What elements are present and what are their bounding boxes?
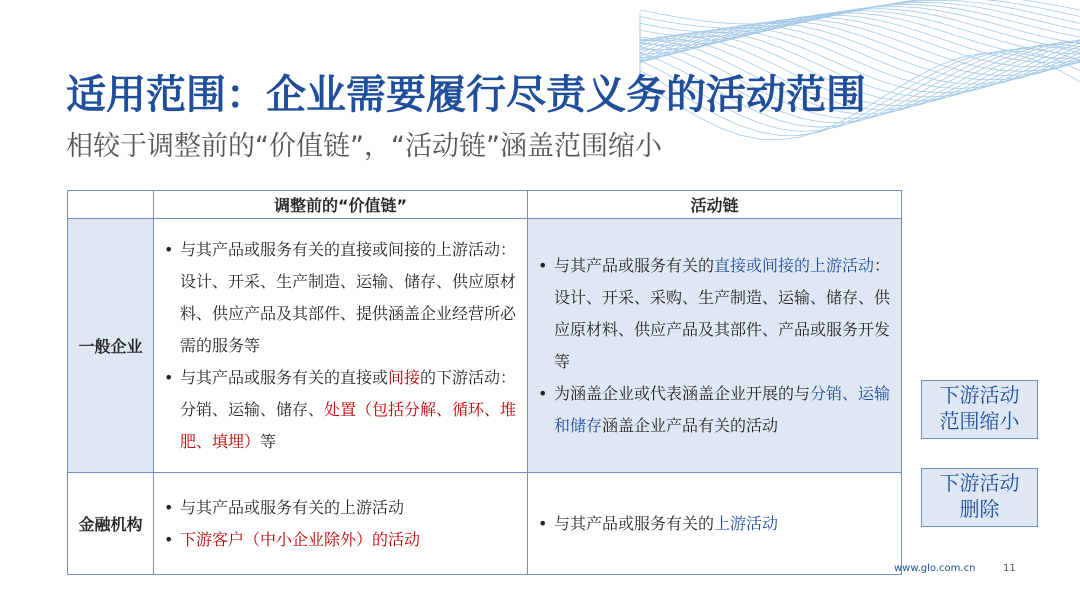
- bullet-text: 为涵盖企业或代表涵盖企业开展的与: [554, 383, 811, 403]
- bullet-item: [532, 508, 895, 540]
- bullet-item: [158, 492, 521, 524]
- bullet-text: 直接或间接的上游活动: [714, 255, 875, 275]
- row-label-general-enterprise: 一般企业: [68, 219, 154, 473]
- bullet-list: [532, 508, 895, 540]
- bullet-icon: •: [538, 255, 548, 275]
- bullet-text: 分销、运输和储存: [554, 383, 891, 435]
- page-title: 适用范围：企业需要履行尽责义务的活动范围: [66, 72, 866, 118]
- bullet-text: 涵盖企业产品有关的活动: [602, 415, 779, 435]
- side-note-line: 删除: [959, 497, 1000, 521]
- bullet-icon: •: [164, 367, 174, 387]
- side-note-scope-reduced: [921, 380, 1038, 439]
- side-note-line: 下游活动: [939, 383, 1020, 407]
- cell-before-financial: [154, 473, 528, 575]
- bullet-text: 下游客户（中小企业除外）的活动: [180, 529, 421, 549]
- side-note-line: 下游活动: [939, 471, 1020, 495]
- bullet-text: 上游活动: [714, 513, 779, 533]
- bullet-item: [158, 524, 521, 556]
- bullet-text: 等: [260, 431, 277, 451]
- cell-before-general: [154, 219, 528, 473]
- cell-after-financial: [528, 473, 902, 575]
- side-note-deleted: [921, 468, 1038, 527]
- bullet-item: [158, 362, 521, 458]
- table-header-row: [68, 191, 902, 219]
- row-label-financial-institution: 金融机构: [68, 473, 154, 575]
- bullet-text: 间接: [388, 367, 421, 387]
- table-row: [68, 473, 902, 575]
- bullet-text: 与其产品或服务有关的: [554, 513, 715, 533]
- table-row: [68, 219, 902, 473]
- bullet-text: 与其产品或服务有关的直接或间接的上游活动：设计、开采、生产制造、运输、储存、供应原材料、供应产品及其部件、提供涵盖企业经营所必需的服务等: [180, 239, 517, 355]
- page-number: 11: [1003, 563, 1016, 574]
- bullet-item: [532, 378, 895, 442]
- header-activity-chain: 活动链: [528, 191, 902, 219]
- header-corner: [68, 191, 154, 219]
- bullet-item: [158, 234, 521, 362]
- bullet-icon: •: [164, 239, 174, 259]
- bullet-text: 与其产品或服务有关的直接或: [180, 367, 389, 387]
- comparison-table: [67, 190, 902, 575]
- bullet-list: [532, 250, 895, 442]
- bullet-item: [532, 250, 895, 378]
- bullet-icon: •: [538, 513, 548, 533]
- side-note-line: 范围缩小: [939, 409, 1020, 433]
- bullet-text: 与其产品或服务有关的上游活动: [180, 497, 405, 517]
- bullet-text: 与其产品或服务有关的: [554, 255, 715, 275]
- bullet-icon: •: [164, 497, 174, 517]
- bullet-list: [158, 492, 521, 556]
- bullet-text: 处置（包括分解、循环、堆肥、填埋）: [180, 399, 517, 451]
- bullet-text: 的下游活动：分销、运输、储存、: [180, 367, 517, 419]
- footer-url: www.glo.com.cn: [894, 563, 976, 574]
- bullet-list: [158, 234, 521, 458]
- page-subtitle: 相较于调整前的“价值链”，“活动链”涵盖范围缩小: [66, 131, 662, 162]
- cell-after-general: [528, 219, 902, 473]
- bullet-icon: •: [164, 529, 174, 549]
- bullet-text: ：设计、开采、采购、生产制造、运输、储存、供应原材料、供应产品及其部件、产品或服务开发等: [554, 255, 891, 371]
- header-value-chain: 调整前的“价值链”: [154, 191, 528, 219]
- bullet-icon: •: [538, 383, 548, 403]
